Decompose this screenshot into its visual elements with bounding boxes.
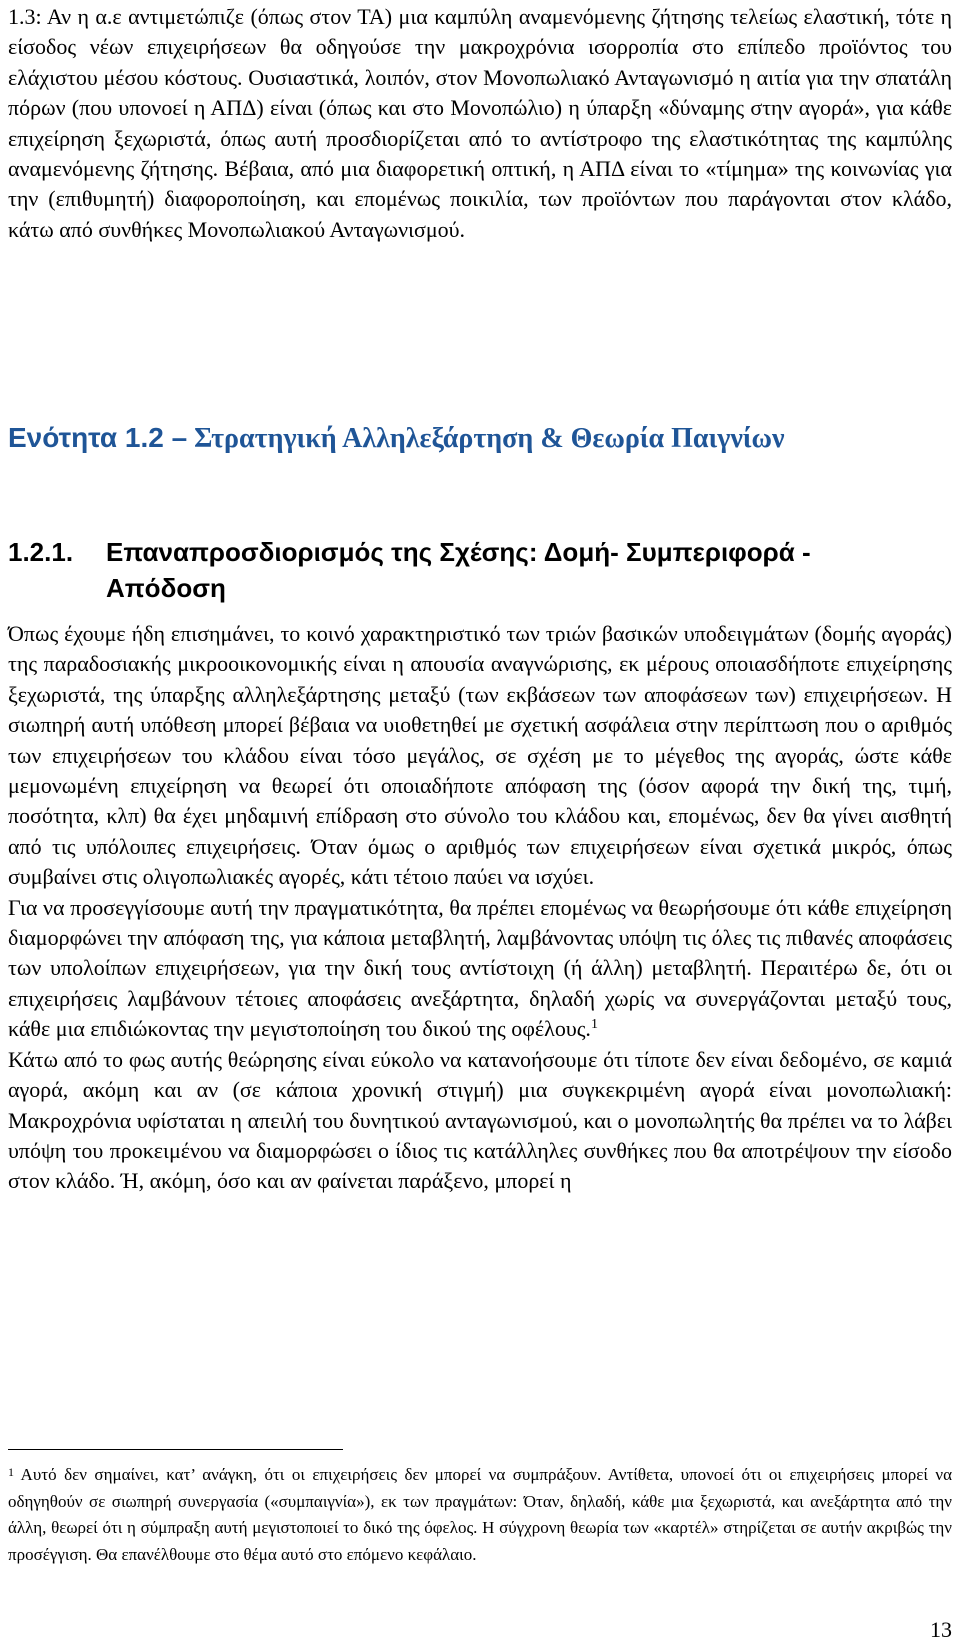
footnote-marker: 1 — [8, 1465, 14, 1479]
footnote-text: Αυτό δεν σημαίνει, κατ’ ανάγκη, ότι οι επιχειρήσεις δεν μπορεί να συμπράξουν. Αντίθετα, υπονοεί ότι οι επιχειρήσεις μπορεί να οδηγηθούν σε σιωπηρή συνεργασία («συμπαιγνία»), εκ των πραγμάτων: Όταν, δηλαδή, κάθε μια ξεχωριστά, και ανεξάρτητα από την άλλη, θεωρεί ότι η σύμπραξη αυτή μεγιστοποιεί το δικό της όφελος. Η σύγχρονη θεωρία των «καρτέλ» στηρίζεται σε αυτήν ακριβώς την προσέγγιση. Θα επανέλθουμε στο θέμα αυτό στο επόμενο κεφάλαιο. — [8, 1465, 952, 1564]
section-title: Στρατηγική Αλληλεξάρτηση & Θεωρία Παιγνίων — [187, 423, 785, 454]
footnote-separator — [8, 1449, 343, 1450]
subsection-title-line2: Απόδοση — [106, 573, 226, 603]
section-prefix: Ενότητα 1. — [8, 422, 149, 453]
page-number: 13 — [930, 1617, 952, 1642]
section-number-tail: 2 – — [148, 422, 188, 453]
body-paragraph-1: Όπως έχουμε ήδη επισημάνει, το κοινό χαρακτηριστικό των τριών βασικών υποδειγμάτων (δομής αγοράς) της παραδοσιακής μικροοικονομικής είναι η απουσία αναγνώρισης, εκ μέρους οποιασδήποτε επιχείρησης ξεχωριστά, της ύπαρξης αλληλεξάρτησης μεταξύ (των εκβάσεων των αποφάσεων των) επιχειρήσεων. Η σιωπηρή αυτή υπόθεση μπορεί βέβαια να υιοθετηθεί με σχετική ασφάλεια στην περίπτωση που ο αριθμός των επιχειρήσεων του κλάδου είναι τόσο μεγάλος, σε σχέση με το μέγεθος της αγοράς, ώστε κάθε μεμονωμένη επιχείρηση να θεωρεί ότι οποιαδήποτε απόφαση της (όσον αφορά την δική της, τιμή, ποσότητα, κλπ) θα έχει μηδαμινή επίδραση στο σύνολο του κλάδου και, επομένως, δεν θα γίνει αισθητή από τις υπόλοιπες επιχειρήσεις. Όταν όμως ο αριθμός των επιχειρήσεων είναι σχετικά μικρός, όπως συμβαίνει στις ολιγοπωλιακές αγορές, κάτι τέτοιο παύει να ισχύει. — [8, 621, 952, 890]
body-paragraph-2-text: Για να προσεγγίσουμε αυτή την πραγματικότητα, θα πρέπει επομένως να θεωρήσουμε ότι κάθε επιχείρηση διαμορφώνει την απόφαση της, για κάποια μεταβλητή, λαμβάνοντας υπόψη τις όλες τις πιθανές αποφάσεις των υπολοίπων επιχειρήσεων, για την δική τους αντίστοιχη (ή άλλη) μεταβλητή. Περαιτέρω δε, ότι οι επιχειρήσεις λαμβάνουν τέτοιες αποφάσεις ανεξάρτητα, δηλαδή χωρίς να συνεργάζονται μεταξύ τους, κάθε μια επιδιώκοντας την μεγιστοποίηση του δικού της οφέλους. — [8, 894, 952, 1042]
footnote — [8, 1462, 952, 1568]
section-heading — [8, 422, 952, 455]
body-paragraph-3: Κάτω από το φως αυτής θεώρησης είναι εύκολο να κατανοήσουμε ότι τίποτε δεν είναι δεδομένο, σε καμιά αγορά, ακόμη και αν (σε κάποια χρονική στιγμή) μια συγκεκριμένη αγορά είναι μονοπωλιακή: Μακροχρόνια υφίσταται η απειλή του δυνητικού ανταγωνισμού, και ο μονοπωλητής θα πρέπει να το λάβει υπόψη του προκειμένου να διαμορφώσει ο ίδιος τις κατάλληλες συνθήκες που θα αποτρέψουν την είσοδο στον κλάδο. Ή, ακόμη, όσο και αν φαίνεται παράξενο, μπορεί η — [8, 1046, 952, 1194]
subsection-title-line1: Επαναπροσδιορισμός της Σχέσης: Δομή- Συμπεριφορά - — [106, 537, 811, 567]
subsection-number: 1.2.1. — [8, 537, 74, 567]
subsection-heading — [8, 534, 952, 606]
footnote-reference[interactable]: 1 — [590, 1017, 598, 1033]
intro-paragraph: 1.3: Αν η α.ε αντιμετώπιζε (όπως στον ΤΑ) μια καμπύλη αναμενόμενης ζήτησης τελείως ελαστική, τότε η είσοδος νέων επιχειρήσεων θα οδηγούσε την μακροχρόνια ισορροπία στο επίπεδο προϊόντος του ελάχιστου μέσου κόστους. Ουσιαστικά, λοιπόν, στον Μονοπωλιακό Ανταγωνισμό η αιτία για την σπατάλη πόρων (που υπονοεί η ΑΠΔ) είναι (όπως και στο Μονοπώλιο) η ύπαρξη «δύναμης στην αγορά», για κάθε επιχείρηση ξεχωριστά, όπως αυτή προσδιορίζεται από το αντίστροφο της ελαστικότητας της καμπύλης αναμενόμενης ζήτησης. Βέβαια, από μια διαφορετική οπτική, η ΑΠΔ είναι το «τίμημα» της κοινωνίας για την (επιθυμητή) διαφοροποίηση, και επομένως ποικιλία, των προϊόντων που παράγονται στον κλάδο, κάτω από συνθήκες Μονοπωλιακού Ανταγωνισμού. — [8, 4, 952, 242]
body-paragraph-2 — [8, 893, 952, 1045]
body-text — [8, 619, 952, 1197]
